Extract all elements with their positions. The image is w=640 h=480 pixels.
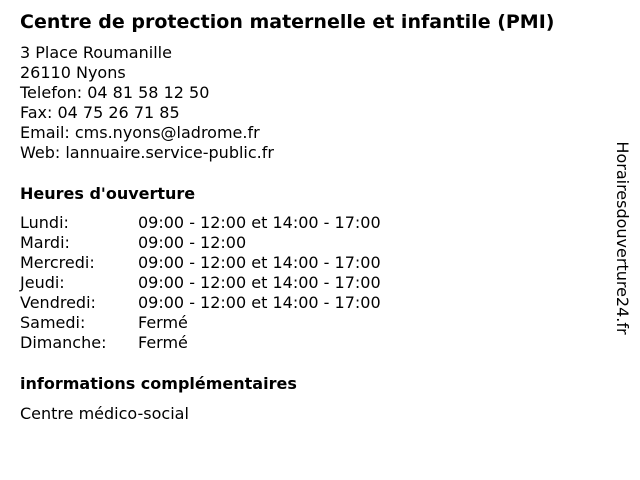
day-label: Lundi: [20, 213, 69, 232]
address-street: 3 Place Roumanille [20, 43, 172, 62]
day-hours: 09:00 - 12:00 et 14:00 - 17:00 [138, 253, 381, 272]
website-address: Web: lannuaire.service-public.fr [20, 143, 274, 162]
opening-hours-heading: Heures d'ouverture [20, 184, 196, 203]
site-watermark: Horairesdouverture24.fr [613, 141, 632, 335]
day-hours: Fermé [138, 333, 188, 352]
day-hours: Fermé [138, 313, 188, 332]
additional-info-text: Centre médico-social [20, 404, 189, 423]
phone-number: Telefon: 04 81 58 12 50 [20, 83, 210, 102]
address-city: 26110 Nyons [20, 63, 126, 82]
page-title: Centre de protection maternelle et infantile (PMI) [20, 11, 555, 33]
day-label: Jeudi: [20, 273, 65, 292]
email-address: Email: cms.nyons@ladrome.fr [20, 123, 260, 142]
day-hours: 09:00 - 12:00 [138, 233, 247, 252]
day-label: Samedi: [20, 313, 86, 332]
day-label: Dimanche: [20, 333, 107, 352]
day-hours: 09:00 - 12:00 et 14:00 - 17:00 [138, 213, 381, 232]
day-label: Vendredi: [20, 293, 96, 312]
additional-info-heading: informations complémentaires [20, 374, 297, 393]
fax-number: Fax: 04 75 26 71 85 [20, 103, 180, 122]
day-label: Mardi: [20, 233, 70, 252]
day-label: Mercredi: [20, 253, 95, 272]
day-hours: 09:00 - 12:00 et 14:00 - 17:00 [138, 293, 381, 312]
contact-block [20, 43, 274, 163]
day-hours: 09:00 - 12:00 et 14:00 - 17:00 [138, 273, 381, 292]
